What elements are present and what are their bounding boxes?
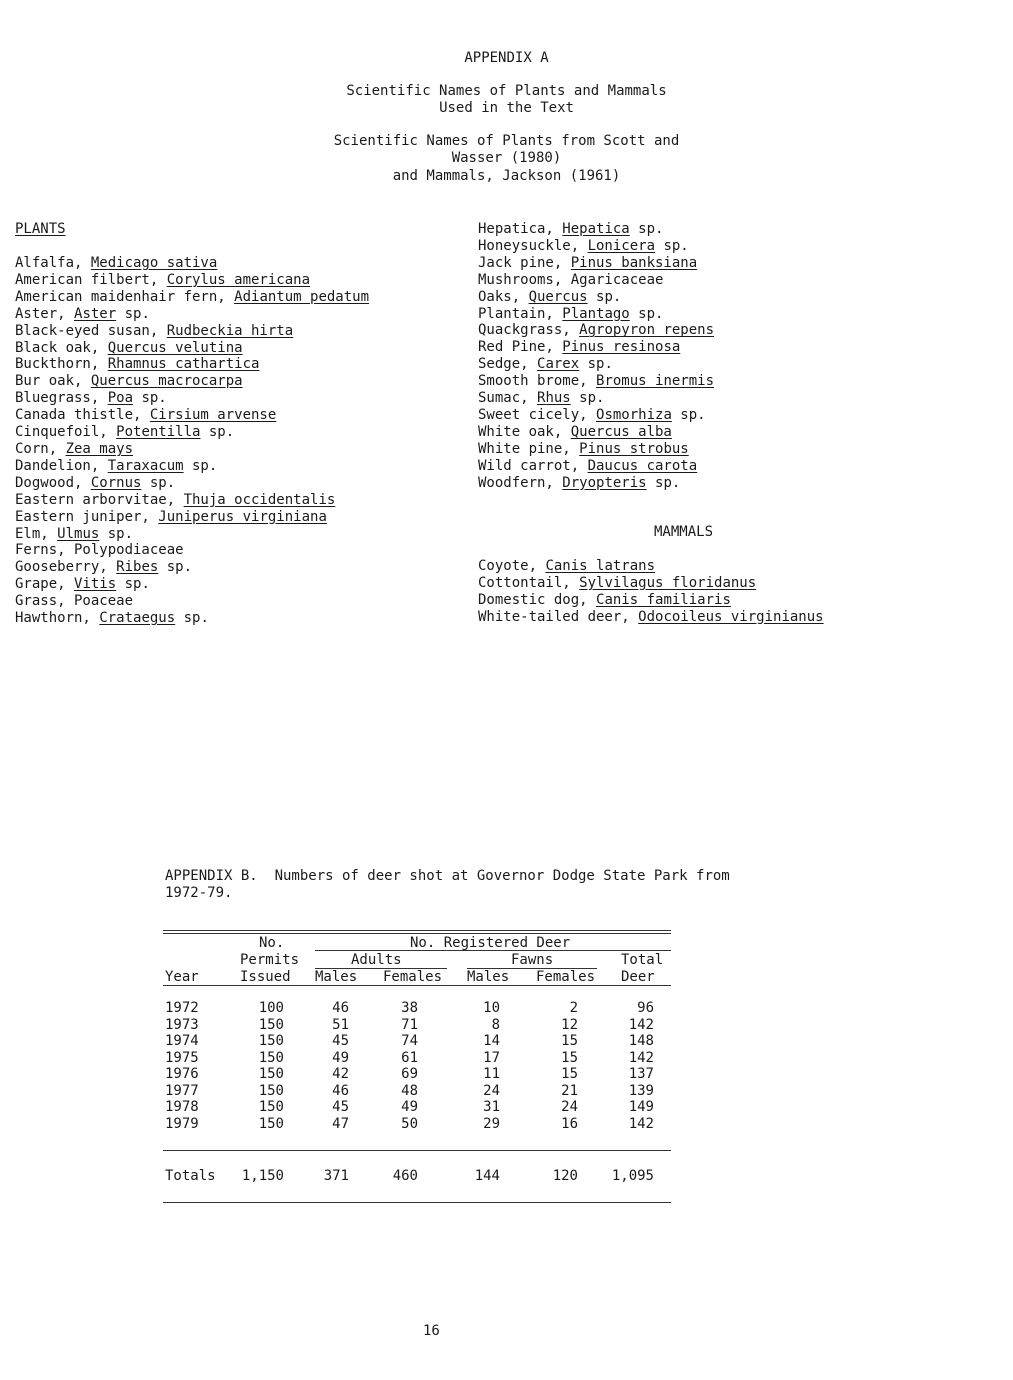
table-row-cell: 1978: [165, 1099, 199, 1115]
species-entry: [15, 593, 369, 610]
table-row-cell: 74: [401, 1033, 418, 1049]
common-name: Woodfern,: [478, 474, 563, 491]
scientific-name: Sylvilagus floridanus: [579, 574, 757, 591]
species-suffix: sp.: [158, 559, 193, 576]
appendix-b-caption-line-1: APPENDIX B. Numbers of deer shot at Governor Dodge State Park from: [165, 868, 730, 884]
totals-row-cell: 1,095: [611, 1168, 654, 1184]
scientific-name: Juniperus virginiana: [158, 508, 327, 525]
common-name: Red Pine,: [478, 339, 563, 356]
common-name: Mushrooms, Agaricaceae: [478, 271, 664, 288]
scientific-name: Quercus velutina: [107, 339, 243, 356]
species-entry: [478, 373, 714, 390]
table-row-cell: 142: [628, 1115, 654, 1132]
common-name: Sumac,: [478, 390, 538, 407]
header-fawns: Fawns: [511, 952, 554, 968]
title-line-2: Used in the Text: [439, 100, 574, 116]
common-name: Gooseberry,: [15, 559, 117, 576]
table-row-cell: 150: [258, 1115, 284, 1132]
scientific-name: Poa: [107, 390, 134, 407]
table-row-cell: 24: [483, 1082, 500, 1099]
table-row-cell: 8: [491, 1016, 500, 1033]
species-entry: [15, 526, 369, 543]
scientific-name: Aster: [74, 305, 117, 322]
common-name: Dogwood,: [15, 474, 91, 491]
header-no: No.: [259, 935, 285, 951]
species-suffix: sp.: [655, 237, 689, 254]
species-entry: [15, 390, 369, 407]
plants-label: PLANTS: [15, 221, 66, 237]
species-suffix: sp.: [671, 406, 706, 423]
scientific-name: Pinus banksiana: [570, 254, 698, 271]
plants-list-right: [478, 221, 714, 492]
table-row-cell: 1973: [165, 1016, 199, 1033]
species-entry: [478, 221, 714, 238]
appendix-a-heading: APPENDIX A: [464, 50, 549, 66]
species-suffix: sp.: [175, 610, 209, 627]
common-name: Quackgrass,: [478, 322, 580, 339]
table-row-cell: 24: [561, 1099, 578, 1115]
table-row-cell: 16: [561, 1115, 578, 1132]
common-name: Oaks,: [478, 288, 529, 305]
common-name: Hepatica,: [478, 221, 563, 237]
species-entry: [15, 559, 369, 576]
scientific-name: Plantago: [562, 305, 630, 322]
species-entry: [15, 340, 369, 357]
scientific-name: Odocoileus virginianus: [638, 608, 824, 625]
common-name: Wild carrot,: [478, 457, 588, 474]
table-row-cell: 1976: [165, 1066, 199, 1082]
scientific-name: Quercus macrocarpa: [90, 373, 243, 390]
scientific-name: Cornus: [90, 474, 142, 491]
species-entry: [478, 322, 714, 339]
common-name: Aster,: [15, 305, 75, 322]
table-row-cell: 15: [561, 1066, 578, 1082]
common-name: Dandelion,: [15, 457, 108, 474]
table-row-cell: 15: [561, 1049, 578, 1066]
table-row-cell: 45: [332, 1033, 349, 1049]
common-name: Sweet cicely,: [478, 406, 597, 423]
scientific-name: Thuja occidentalis: [183, 491, 336, 508]
species-entry: [15, 441, 369, 458]
table-row-cell: 149: [628, 1099, 654, 1115]
plants-list-left: [15, 255, 369, 627]
species-entry: [478, 441, 714, 458]
table-totals-rule: [163, 1150, 671, 1151]
common-name: White pine,: [478, 440, 580, 457]
species-entry: [15, 255, 369, 272]
table-row-cell: 1977: [165, 1082, 199, 1099]
table-row-cell: 38: [401, 1000, 418, 1016]
common-name: American filbert,: [15, 271, 167, 288]
table-row-cell: 139: [628, 1082, 654, 1099]
table-row-cell: 142: [628, 1016, 654, 1033]
common-name: Coyote,: [478, 558, 546, 574]
species-suffix: sp.: [133, 390, 167, 407]
common-name: Black oak,: [15, 339, 108, 356]
species-suffix: sp.: [570, 390, 605, 407]
table-row-cell: 2: [569, 1000, 578, 1016]
species-entry: [478, 238, 714, 255]
species-entry: [478, 356, 714, 373]
scientific-name: Canis latrans: [545, 558, 656, 574]
common-name: Sedge,: [478, 356, 538, 373]
species-entry: [15, 272, 369, 289]
scientific-name: Dryopteris: [562, 474, 647, 491]
header-permits: Permits: [240, 952, 300, 968]
common-name: Bur oak,: [15, 373, 91, 390]
scientific-name: Carex: [537, 356, 580, 373]
header-adult-females: Females: [383, 969, 443, 985]
table-row-cell: 71: [401, 1016, 418, 1033]
scientific-name: Canis familiaris: [596, 591, 731, 608]
scientific-name: Rhus: [537, 390, 571, 407]
scientific-name: Lonicera: [587, 237, 656, 254]
table-row-cell: 49: [332, 1049, 349, 1066]
common-name: Jack pine,: [478, 254, 571, 271]
table-top-rule-2: [163, 933, 671, 934]
table-row-cell: 69: [401, 1066, 418, 1082]
species-entry: [478, 255, 714, 272]
table-header-rule: [163, 985, 671, 986]
species-entry: [15, 610, 369, 627]
scientific-name: Hepatica: [562, 221, 630, 237]
scientific-name: Rudbeckia hirta: [166, 322, 294, 339]
table-row-cell: 51: [332, 1016, 349, 1033]
table-row-cell: 150: [258, 1082, 284, 1099]
table-row-cell: 14: [483, 1033, 500, 1049]
scientific-name: Corylus americana: [166, 271, 311, 288]
table-row-cell: 1974: [165, 1033, 199, 1049]
table-row-cell: 142: [628, 1049, 654, 1066]
table-row-cell: 45: [332, 1099, 349, 1115]
common-name: Eastern juniper,: [15, 508, 159, 525]
common-name: White oak,: [478, 423, 571, 440]
header-deer: Deer: [621, 969, 655, 985]
table-row-cell: 15: [561, 1033, 578, 1049]
subtitle-line-1: Scientific Names of Plants from Scott and: [333, 133, 680, 149]
species-suffix: sp.: [99, 525, 134, 542]
scientific-name: Cirsium arvense: [149, 407, 277, 424]
species-suffix: sp.: [200, 424, 235, 441]
common-name: Cinquefoil,: [15, 424, 117, 441]
table-row-cell: 150: [258, 1066, 284, 1082]
header-fawn-females: Females: [536, 969, 596, 985]
common-name: Buckthorn,: [15, 356, 108, 373]
table-row-cell: 31: [483, 1099, 500, 1115]
species-entry: [15, 289, 369, 306]
totals-row-cell: 120: [552, 1168, 578, 1184]
species-entry: [478, 592, 824, 609]
common-name: American maidenhair fern,: [15, 288, 235, 305]
species-entry: [478, 475, 714, 492]
scientific-name: Bromus inermis: [596, 373, 715, 390]
common-name: Domestic dog,: [478, 591, 597, 608]
species-entry: [478, 390, 714, 407]
table-row-cell: 46: [332, 1000, 349, 1016]
scientific-name: Crataegus: [99, 610, 176, 627]
table-row-cell: 150: [258, 1033, 284, 1049]
page-number: 16: [423, 1323, 440, 1339]
totals-row-cell: 144: [474, 1168, 500, 1184]
totals-row-cell: 1,150: [241, 1168, 284, 1184]
common-name: Elm,: [15, 525, 58, 542]
species-entry: [15, 356, 369, 373]
table-row-cell: 96: [637, 1000, 654, 1016]
scientific-name: Taraxacum: [107, 457, 184, 474]
common-name: Black-eyed susan,: [15, 322, 167, 339]
species-entry: [15, 407, 369, 424]
scientific-name: Agropyron repens: [579, 322, 715, 339]
common-name: Plantain,: [478, 305, 563, 322]
table-row-cell: 46: [332, 1082, 349, 1099]
species-entry: [15, 509, 369, 526]
table-row-cell: 29: [483, 1115, 500, 1132]
species-entry: [478, 458, 714, 475]
species-entry: [478, 609, 824, 626]
common-name: Ferns, Polypodiaceae: [15, 542, 184, 559]
subtitle-line-3: and Mammals, Jackson (1961): [392, 168, 621, 184]
scientific-name: Daucus carota: [587, 457, 698, 474]
species-suffix: sp.: [116, 576, 150, 593]
header-adult-males: Males: [315, 969, 358, 985]
species-suffix: sp.: [579, 356, 613, 373]
totals-row-cell: 371: [323, 1168, 349, 1184]
table-row-cell: 137: [628, 1066, 654, 1082]
table-row-cell: 12: [561, 1016, 578, 1033]
species-entry: [15, 542, 369, 559]
scientific-name: Zea mays: [65, 440, 134, 457]
species-entry: [15, 492, 369, 509]
species-entry: [15, 424, 369, 441]
species-suffix: sp.: [116, 305, 150, 322]
table-row-cell: 42: [332, 1066, 349, 1082]
table-row-cell: 1979: [165, 1115, 199, 1132]
table-row-cell: 48: [401, 1082, 418, 1099]
table-row-cell: 21: [561, 1082, 578, 1099]
table-row-cell: 49: [401, 1099, 418, 1115]
mammals-list: [478, 558, 824, 626]
species-entry: [478, 272, 714, 289]
header-adults: Adults: [351, 952, 402, 968]
table-row-cell: 11: [483, 1066, 500, 1082]
scientific-name: Pinus resinosa: [562, 339, 681, 356]
species-suffix: sp.: [629, 305, 664, 322]
table-bottom-rule: [163, 1202, 671, 1203]
scientific-name: Pinus strobus: [579, 440, 689, 457]
title-line-1: Scientific Names of Plants and Mammals: [346, 83, 667, 99]
common-name: Hawthorn,: [15, 610, 100, 627]
appendix-b-caption-line-2: 1972-79.: [165, 885, 233, 901]
table-row-cell: 148: [628, 1033, 654, 1049]
header-year: Year: [165, 969, 199, 985]
header-fawn-males: Males: [467, 969, 510, 985]
table-row-cell: 1972: [165, 1000, 199, 1016]
table-row-cell: 100: [258, 1000, 284, 1016]
species-entry: [15, 373, 369, 390]
table-top-rule: [163, 930, 671, 931]
totals-row-cell: 460: [392, 1168, 418, 1184]
common-name: Canada thistle,: [15, 407, 150, 424]
common-name: Honeysuckle,: [478, 237, 588, 254]
species-entry: [478, 306, 714, 323]
common-name: Alfalfa,: [15, 255, 91, 271]
common-name: Grass, Poaceae: [15, 593, 134, 610]
species-entry: [15, 306, 369, 323]
scientific-name: Medicago sativa: [90, 255, 218, 271]
species-suffix: sp.: [629, 221, 664, 237]
species-suffix: sp.: [646, 474, 681, 491]
common-name: White-tailed deer,: [478, 608, 639, 625]
table-row-cell: 50: [401, 1115, 418, 1132]
scientific-name: Ulmus: [57, 525, 100, 542]
subtitle-line-2: Wasser (1980): [451, 150, 562, 166]
table-row-cell: 1975: [165, 1049, 199, 1066]
table-row-cell: 47: [332, 1115, 349, 1132]
common-name: Eastern arborvitae,: [15, 491, 184, 508]
species-suffix: sp.: [587, 288, 622, 305]
species-entry: [15, 323, 369, 340]
species-entry: [478, 407, 714, 424]
species-entry: [15, 458, 369, 475]
common-name: Bluegrass,: [15, 390, 108, 407]
header-registered: No. Registered Deer: [410, 935, 571, 951]
species-entry: [478, 558, 824, 575]
common-name: Smooth brome,: [478, 373, 597, 390]
table-row-cell: 150: [258, 1016, 284, 1033]
scientific-name: Rhamnus cathartica: [107, 356, 260, 373]
species-entry: [478, 339, 714, 356]
totals-row-cell: Totals: [165, 1168, 216, 1184]
common-name: Grape,: [15, 576, 75, 593]
table-row-cell: 17: [483, 1049, 500, 1066]
table-row-cell: 150: [258, 1099, 284, 1115]
table-row-cell: 10: [483, 1000, 500, 1016]
scientific-name: Quercus alba: [570, 423, 672, 440]
scientific-name: Potentilla: [116, 424, 201, 441]
common-name: Cottontail,: [478, 574, 580, 591]
species-suffix: sp.: [141, 474, 176, 491]
scientific-name: Vitis: [74, 576, 117, 593]
species-entry: [15, 475, 369, 492]
scientific-name: Adiantum pedatum: [234, 288, 370, 305]
header-total: Total: [621, 952, 664, 968]
species-entry: [478, 289, 714, 306]
species-entry: [15, 576, 369, 593]
species-entry: [478, 424, 714, 441]
common-name: Corn,: [15, 440, 66, 457]
scientific-name: Osmorhiza: [596, 406, 672, 423]
table-row-cell: 150: [258, 1049, 284, 1066]
header-issued: Issued: [240, 969, 291, 985]
scientific-name: Ribes: [116, 559, 159, 576]
table-row-cell: 61: [401, 1049, 418, 1066]
species-entry: [478, 575, 824, 592]
scientific-name: Quercus: [528, 288, 588, 305]
mammals-label: MAMMALS: [654, 524, 714, 540]
species-suffix: sp.: [183, 457, 218, 474]
